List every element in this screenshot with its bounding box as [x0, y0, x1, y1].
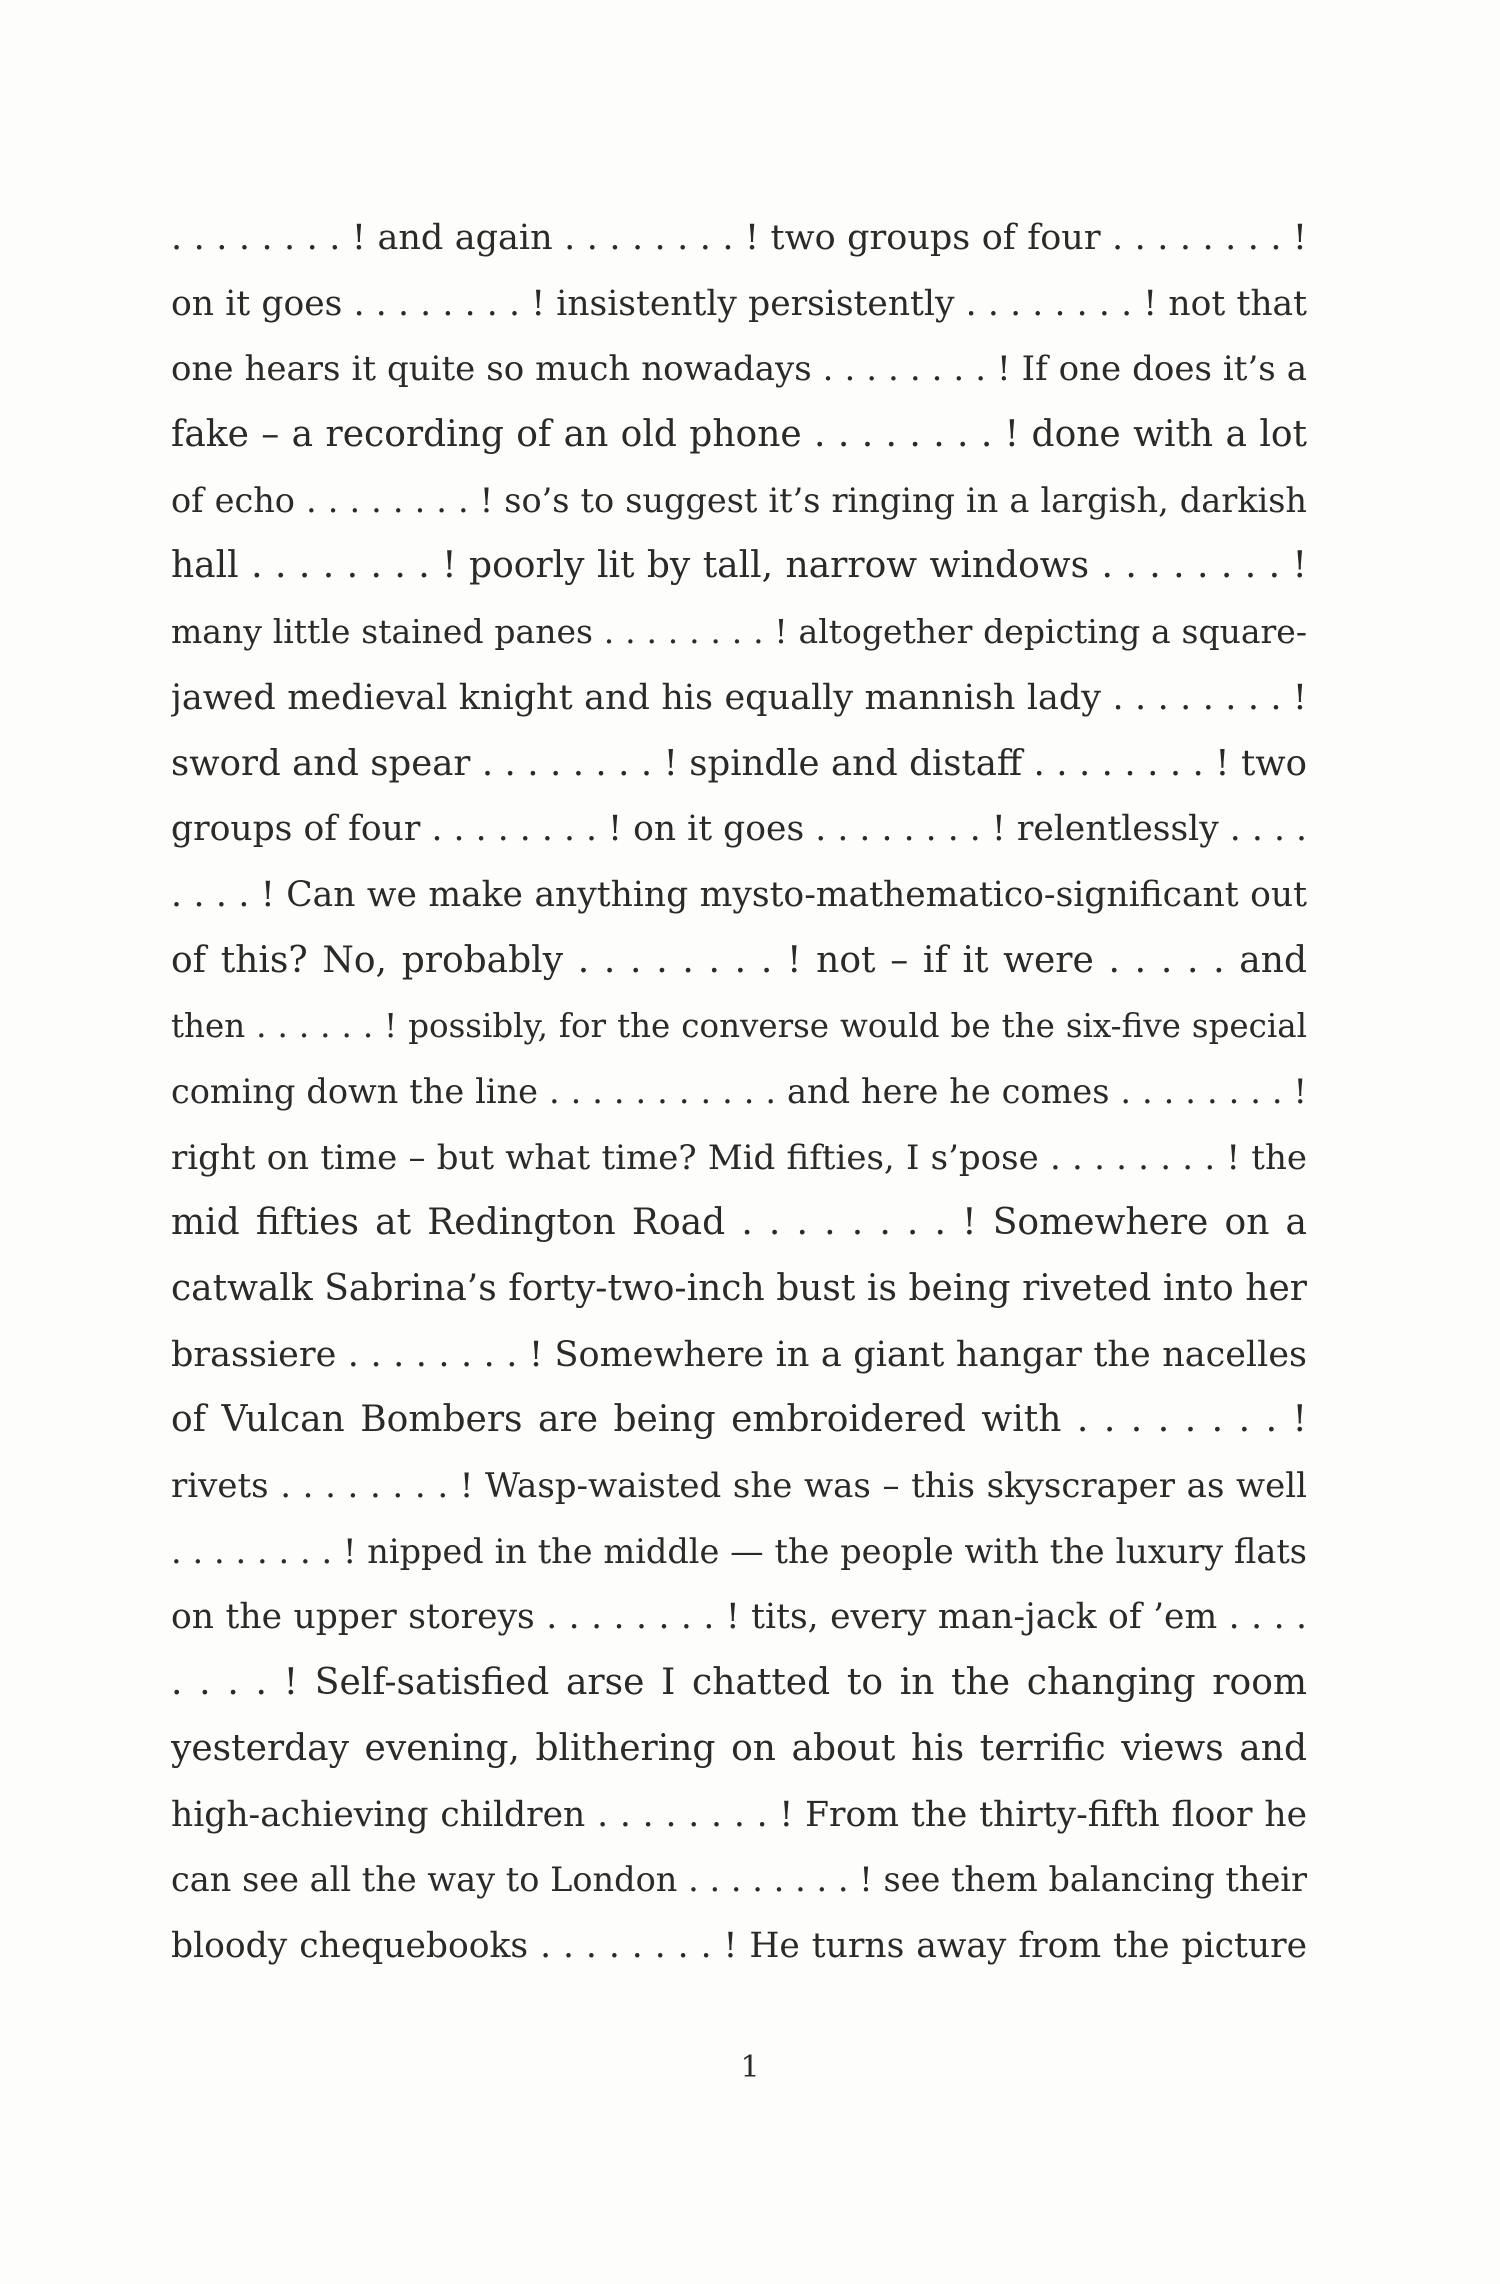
text-line: can see all the way to London . . . . . . . . ! see them balancing their: [171, 1860, 1307, 1900]
text-line: on the upper storeys . . . . . . . . ! tits, every man-jack of ’em . . . .: [171, 1597, 1307, 1638]
text-line: coming down the line . . . . . . . . . . . and here he comes . . . . . . . . !: [171, 1071, 1307, 1111]
text-line: on it goes . . . . . . . . ! insistently persistently . . . . . . . . ! not that: [171, 283, 1307, 324]
text-line: high-achieving children . . . . . . . . ! From the thirty-fifth floor he: [171, 1794, 1307, 1835]
text-line: right on time – but what time? Mid fifties, I s’pose . . . . . . . . ! the: [171, 1137, 1307, 1178]
text-line: of echo . . . . . . . . ! so’s to suggest it’s ringing in a largish, darkish: [171, 480, 1307, 520]
text-line: many little stained panes . . . . . . . . ! altogether depicting a square-: [171, 612, 1307, 652]
text-line: . . . . ! Self-satisfied arse I chatted to in the changing room: [171, 1662, 1307, 1704]
text-line: groups of four . . . . . . . . ! on it goes . . . . . . . . ! relentlessly . . . .: [171, 809, 1307, 850]
text-line: . . . . ! Can we make anything mysto-mathematico-significant out: [171, 874, 1307, 915]
text-line: catwalk Sabrina’s forty-two-inch bust is being riveted into her: [171, 1268, 1307, 1309]
text-line: fake – a recording of an old phone . . . . . . . . ! done with a lot: [171, 414, 1307, 456]
text-line: mid fifties at Redington Road . . . . . . . . ! Somewhere on a: [171, 1202, 1307, 1244]
body-text: [171, 212, 1307, 1986]
text-line: of this? No, probably . . . . . . . . ! not – if it were . . . . . and: [171, 939, 1307, 981]
text-line: bloody chequebooks . . . . . . . . ! He turns away from the picture: [171, 1925, 1307, 1966]
text-line: sword and spear . . . . . . . . ! spindle and distaff . . . . . . . . ! two: [171, 742, 1307, 784]
text-line: rivets . . . . . . . . ! Wasp-waisted she was – this skyscraper as well: [171, 1466, 1307, 1507]
text-line: yesterday evening, blithering on about his terrific views and: [171, 1727, 1307, 1769]
text-line: then . . . . . . ! possibly, for the converse would be the six-five special: [171, 1007, 1307, 1046]
text-line: of Vulcan Bombers are being embroidered with . . . . . . . . !: [171, 1399, 1307, 1441]
text-line: . . . . . . . . ! and again . . . . . . . . ! two groups of four . . . . . . . . !: [171, 218, 1307, 258]
text-line: brassiere . . . . . . . . ! Somewhere in a giant hangar the nacelles: [171, 1334, 1307, 1375]
text-line: . . . . . . . . ! nipped in the middle — the people with the luxury flats: [171, 1531, 1307, 1571]
text-line: hall . . . . . . . . ! poorly lit by tall, narrow windows . . . . . . . . !: [171, 545, 1307, 587]
text-line: one hears it quite so much nowadays . . . . . . . . ! If one does it’s a: [171, 349, 1307, 390]
text-line: jawed medieval knight and his equally mannish lady . . . . . . . . !: [171, 677, 1307, 718]
page-number: 1: [740, 2050, 760, 2085]
